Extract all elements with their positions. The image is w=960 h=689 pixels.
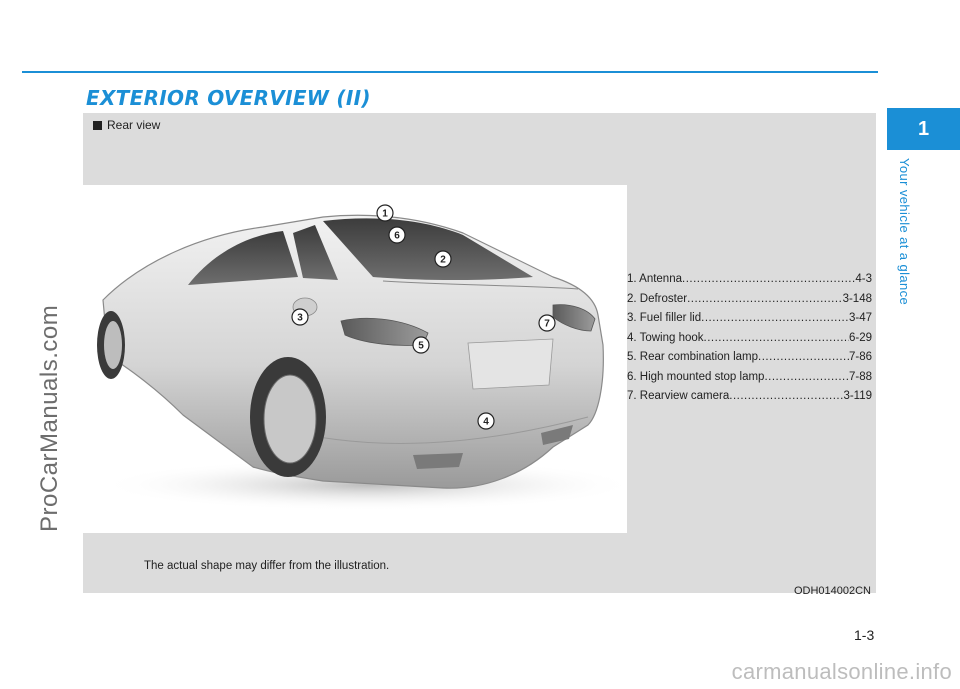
chapter-label: Your vehicle at a glance [897,158,912,306]
callout-7 [539,315,555,331]
exhaust-left [413,453,463,469]
rear-wheel-rim [264,375,316,463]
figure-heading [93,118,160,132]
watermark-left: ProCarManuals.com [36,304,63,532]
svg-text:5: 5 [418,340,424,352]
legend-item-page: 3-47 [848,312,872,324]
legend-item-label: 1. Antenna [627,273,682,285]
legend-item-page: 3-119 [843,390,872,402]
svg-text:1: 1 [382,208,388,220]
leader-dots [682,270,855,290]
legend-item-label: 2. Defroster [627,292,688,305]
legend-item-page: 6-29 [848,331,872,344]
svg-text:7: 7 [544,318,550,330]
svg-text:3: 3 [297,312,303,324]
figure-disclaimer: The actual shape may differ from the illustration. [144,560,390,572]
car-illustration [83,185,627,533]
callout-6 [389,227,405,243]
car-rear-view-drawing [83,185,627,533]
leader-dots [758,348,849,368]
legend-item-label: 4. Towing hook [627,331,704,344]
header-rule [22,71,878,73]
legend-item [627,270,872,290]
svg-text:6: 6 [394,230,400,242]
svg-text:2: 2 [440,254,446,266]
legend-item-page: 7-88 [848,370,872,383]
legend-item [627,329,872,349]
legend-item-label: 3. Fuel filler lid [627,312,702,324]
chapter-tab[interactable] [887,108,960,150]
callout-3 [292,309,308,325]
leader-dots [704,329,849,349]
svg-text:4: 4 [483,416,489,428]
callout-5 [413,337,429,353]
legend-item-page: 7-86 [848,351,872,363]
leader-dots [687,290,843,310]
square-bullet-icon [93,121,102,130]
legend-item [627,290,872,310]
page-number: 1-3 [854,627,875,643]
legend-item-page: 3-148 [842,292,872,305]
callout-2 [435,251,451,267]
figure-heading-text: Rear view [107,118,161,132]
legend-item [627,368,872,388]
component-legend [627,270,872,407]
legend-item [627,387,872,407]
leader-dots [701,309,849,329]
legend-item [627,309,872,329]
legend-item [627,348,872,368]
license-plate-recess [468,339,553,389]
section-title: EXTERIOR OVERVIEW (II) [86,86,371,110]
leader-dots [764,368,849,388]
legend-item-label: 6. High mounted stop lamp [627,370,765,383]
figure-panel [83,113,876,597]
legend-item-label: 7. Rearview camera [627,390,730,402]
leader-dots [729,387,843,407]
callout-4 [478,413,494,429]
figure-code: ODH014002CN [793,585,871,597]
callout-1 [377,205,393,221]
legend-item-label: 5. Rear combination lamp [627,351,759,363]
chapter-number: 1 [917,117,930,140]
legend-item-page: 4-3 [855,273,872,285]
front-wheel-rim [104,321,122,369]
watermark-bottom: carmanualsonline.info [731,659,952,684]
